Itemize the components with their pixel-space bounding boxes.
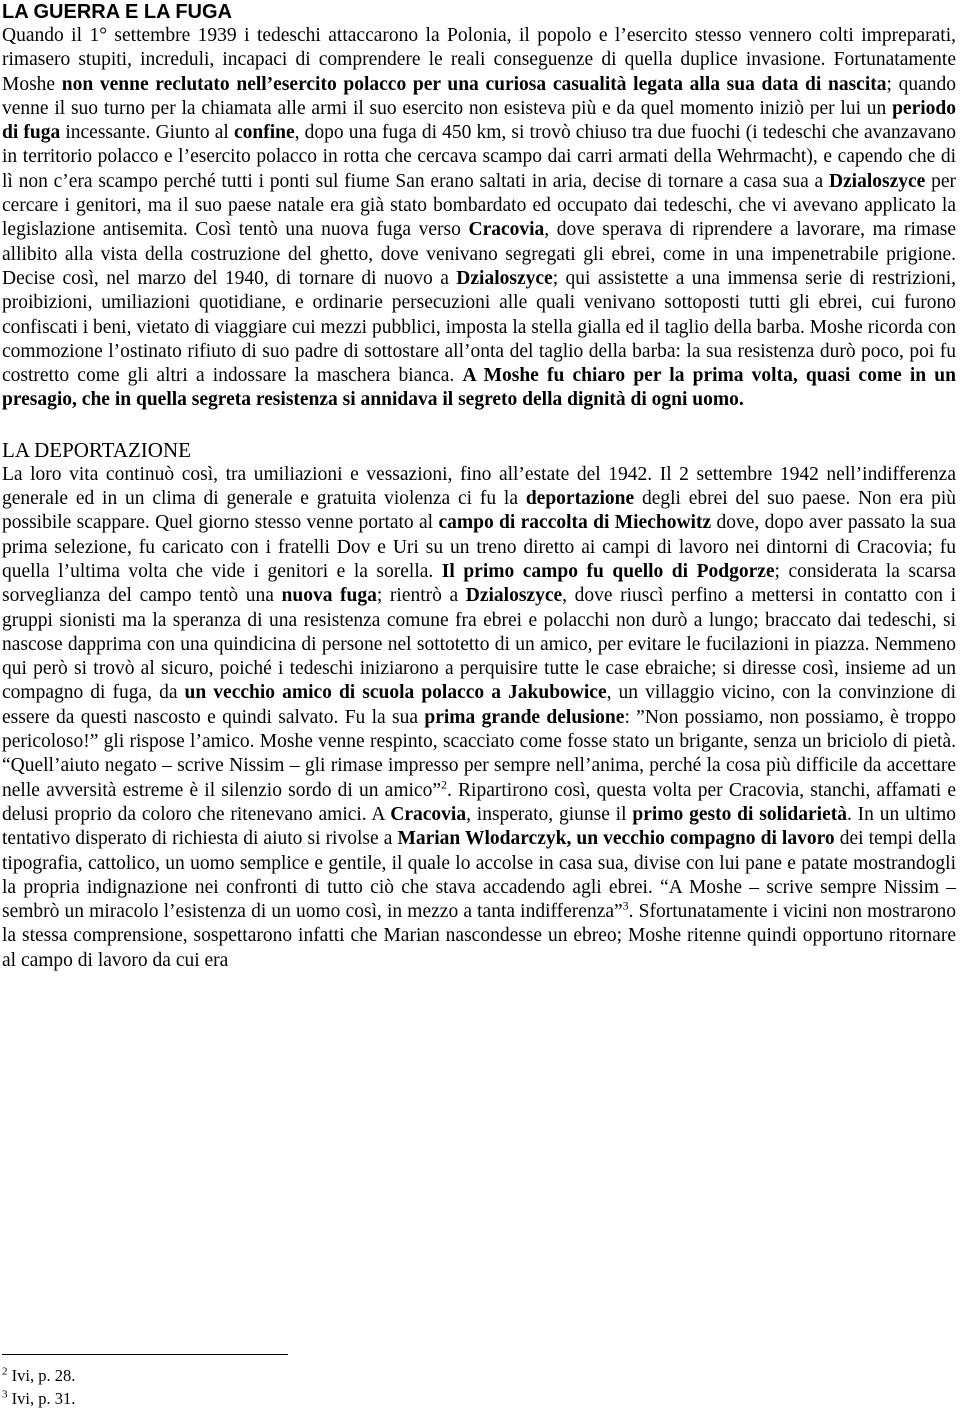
- text-run: , dove sperava di riprendere a lavorare, ma rimase allibito alla vista della costruzione del ghetto, dove venivano segregati gli ebrei, come in una impenetrabile prigione. Decise così, nel marzo del 1940, di tornare di nuovo a: [2, 219, 956, 289]
- text-run: , insperato, giunse il: [466, 803, 633, 825]
- bold-text: Il primo campo fu quello di Podgorze: [441, 560, 775, 582]
- text-run: incessante. Giunto al: [60, 122, 234, 144]
- text-run: : ”Non possiamo, non possiamo, è troppo pericoloso!” gli rispose l’amico. Moshe venne respinto, scacciato come fosse stato un brigante, senza un briciolo di pietà. “Quell’aiuto negato – scrive Nissim – gli rimase impresso per sempre nell’anima, perché la cosa più difficile da accettare nelle avversità estreme è il silenzio sordo di un amico”: [2, 706, 956, 801]
- text-run: . Sfortunatamente i vicini non mostrarono la stessa comprensione, sospettarono infatti che Marian nascondesse un ebreo; Moshe ritenne quindi opportuno ritornare al campo di lavoro da cui era: [2, 901, 956, 971]
- section-title-guerra: LA GUERRA E LA FUGA: [2, 1, 232, 23]
- text-run: , dopo una fuga di 450 km, si trovò chiuso tra due fuochi (i tedeschi che avanzavano in territorio polacco e l’esercito polacco in rotta che cercava scampo dai carri armati della Wehrmacht), e capendo che di lì non c’era scampo perché tutti i ponti sul fiume San erano saltati in aria, decise di tornare a casa sua a: [2, 122, 957, 192]
- bold-text: nuova fuga: [281, 585, 377, 607]
- text-run: . Ripartirono così, questa volta per Cracovia, stanchi, affamati e delusi proprio da coloro che ritenevano amici. A: [2, 779, 956, 825]
- text-run: ; rientrò a: [376, 585, 466, 607]
- text-run: ; considerata la scarsa sorveglianza del campo tentò una: [2, 560, 957, 607]
- footnote-3: [2, 1387, 402, 1410]
- text-run: , dove riuscì perfino a mettersi in contatto con i gruppi sionisti ma la speranza di una resistenza comune fra ebrei e polacchi non durò a lungo; braccato dai tedeschi, si nascose dapprima con una quindicina di persone nel sottotetto di un amico, per evitare le fucilazioni in piazza. Nemmeno qui però si trovò al sicuro, poiché i tedeschi iniziarono a perquisire tutte le case ebraiche; si diresse così, insieme ad un compagno di fuga, da: [2, 585, 956, 704]
- bold-text: Dzialoszyce: [828, 170, 926, 192]
- text-run: dei tempi della tipografia, cattolico, un uomo semplice e gentile, il quale lo accolse in casa sua, divise con lui pane e patate mostrandogli la propria indignazione nei confronti di tutto ciò che stava accadendo agli ebrei. “A Moshe – scrive sempre Nissim – sembrò un miracolo l’esistenza di un uomo così, in mezzo a tanta indifferenza”: [2, 828, 956, 923]
- bold-text: deportazione: [525, 488, 635, 510]
- footnote-3-number: 3: [2, 1388, 8, 1401]
- footnote-rule: [2, 1354, 288, 1355]
- text-run: , un villaggio vicino, con la convinzione di essere da questi nascosto e quindi salvato. Fu la sua: [2, 682, 957, 728]
- footnote-ref: 3: [622, 898, 629, 913]
- footnote-2-number: 2: [2, 1365, 8, 1378]
- footnote-2-text: Ivi, p. 28.: [7, 1366, 76, 1385]
- bold-text: Cracovia: [390, 803, 467, 825]
- bold-text: Cracovia: [468, 219, 545, 241]
- footnote-ref: 2: [440, 777, 447, 792]
- bold-text: Dzialoszyce: [456, 267, 553, 289]
- footnote-3-text: Ivi, p. 31.: [7, 1389, 76, 1408]
- paragraph-guerra: [2, 24, 956, 413]
- bold-text: Dzialoszyce: [465, 585, 563, 607]
- bold-text: Marian Wlodarczyk, un vecchio compagno di lavoro: [397, 828, 835, 850]
- text-run: degli ebrei del suo paese. Non era più possibile scappare. Quel giorno stesso venne portato al: [2, 488, 956, 534]
- document-page: [2, 0, 956, 973]
- bold-text: A Moshe fu chiaro per la prima volta, quasi come in un presagio, che in quella segreta resistenza si annidava il segreto della dignità di ogni uomo.: [2, 365, 956, 411]
- text-run: per cercare i genitori, ma il suo paese natale era già stato bombardato ed occupato dai tedeschi, che vi avevano applicato la legislazione antisemita. Così tentò una nuova fuga verso: [2, 170, 956, 241]
- footnotes: [2, 1364, 402, 1410]
- bold-text: non venne reclutato nell’esercito polacco per una curiosa casualità legata alla sua data di nascita: [61, 73, 887, 95]
- text-run: ; qui assistette a una immensa serie di restrizioni, proibizioni, umiliazioni quotidiane, e ordinarie persecuzioni alle quali venivano sottoposti tutti gli ebrei, cui furono confiscati i beni, vietato di viaggiare cui mezzi pubblici, imposta la stella gialla ed il taglio della barba. Moshe ricorda con commozione l’ostinato rifiuto di suo padre di sottostare all’onta del taglio della barba: la sua resistenza durò poco, poi fu costretto come gli altri a indossare la maschera bianca.: [2, 267, 957, 387]
- section-title-deportazione: LA DEPORTAZIONE: [2, 437, 191, 462]
- text-run: Quando il 1° settembre 1939 i tedeschi attaccarono la Polonia, il popolo e l’esercito stesso vennero colti impreparati, rimasero stupiti, increduli, incapaci di comprendere le reali conseguenze di quella duplice invasione. Fortunatamente Moshe: [2, 25, 956, 95]
- bold-text: campo di raccolta di Miechowitz: [438, 512, 712, 534]
- bold-text: confine: [233, 122, 295, 144]
- bold-text: primo gesto di solidarietà: [632, 803, 847, 825]
- paragraph-deportazione: [2, 463, 956, 973]
- text-run: La loro vita continuò così, tra umiliazioni e vessazioni, fino all’estate del 1942. Il 2 settembre 1942 nell’indifferenza generale ed in un clima di generale e gratuita violenza ci fu la: [2, 463, 956, 510]
- footnote-2: [2, 1364, 402, 1387]
- bold-text: periodo di fuga: [2, 97, 956, 144]
- text-run: dove, dopo aver passato la sua prima selezione, fu caricato con i fratelli Dov e Uri su un treno diretto ai campi di lavoro nei dintorni di Cracovia; fu quella l’ultima volta che vide i genitori e la sorella.: [2, 512, 956, 582]
- text-run: ; quando venne il suo turno per la chiamata alle armi il suo esercito non esisteva più e da quel momento iniziò per lui un: [2, 73, 957, 119]
- bold-text: un vecchio amico di scuola polacco a Jakubowice: [184, 682, 607, 704]
- text-run: . In un ultimo tentativo disperato di richiesta di aiuto si rivolse a: [2, 803, 956, 850]
- bold-text: prima grande delusione: [424, 706, 625, 728]
